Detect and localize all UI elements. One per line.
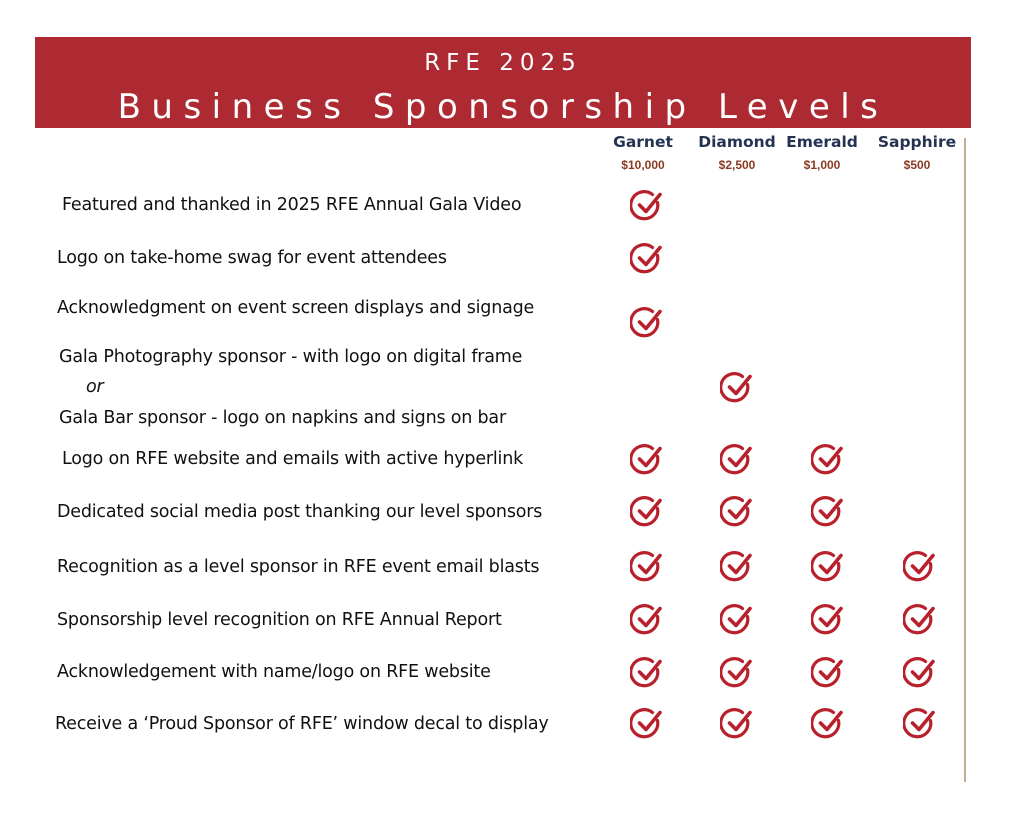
check-circle-icon: [630, 306, 664, 340]
check-circle-icon: [903, 707, 937, 741]
level-name: Garnet: [613, 133, 673, 151]
check-circle-icon: [630, 242, 664, 276]
benefit-label: Acknowledgment on event screen displays and signage: [57, 298, 535, 318]
check-circle-icon: [630, 707, 664, 741]
level-name: Sapphire: [877, 133, 957, 151]
check-circle-icon: [720, 707, 754, 741]
check-circle-icon: [720, 603, 754, 637]
check-circle-icon: [811, 603, 845, 637]
benefit-or: or: [86, 377, 104, 397]
check-circle-icon: [630, 495, 664, 529]
check-circle-icon: [811, 656, 845, 690]
benefit-label: Logo on RFE website and emails with active hyperlink: [62, 449, 524, 469]
level-price: $500: [903, 158, 931, 172]
level-sapphire: [867, 133, 967, 172]
check-circle-icon: [811, 495, 845, 529]
benefit-label-alt: Gala Bar sponsor - logo on napkins and signs on bar: [59, 408, 506, 428]
level-name: Emerald: [786, 133, 858, 151]
check-circle-icon: [720, 495, 754, 529]
check-circle-icon: [720, 550, 754, 584]
check-circle-icon: [720, 656, 754, 690]
level-name: Diamond: [698, 133, 776, 151]
header-title: Business Sponsorship Levels: [117, 87, 889, 127]
level-price: $10,000: [621, 158, 665, 172]
check-circle-icon: [903, 550, 937, 584]
benefit-label: Recognition as a level sponsor in RFE event email blasts: [57, 557, 540, 577]
check-circle-icon: [630, 443, 664, 477]
benefit-label: Dedicated social media post thanking our level sponsors: [57, 502, 543, 522]
check-circle-icon: [811, 707, 845, 741]
benefit-label: Featured and thanked in 2025 RFE Annual Gala Video: [62, 195, 522, 215]
check-circle-icon: [630, 189, 664, 223]
right-divider: [964, 138, 966, 782]
header-banner: [35, 37, 971, 128]
level-garnet: [593, 133, 693, 172]
level-price: $2,500: [718, 158, 756, 172]
benefit-label: Sponsorship level recognition on RFE Annual Report: [57, 610, 502, 630]
check-circle-icon: [811, 443, 845, 477]
header-subtitle: RFE 2025: [424, 50, 582, 76]
benefit-label: Gala Photography sponsor - with logo on digital frame: [59, 347, 523, 367]
check-circle-icon: [903, 656, 937, 690]
benefit-label: Acknowledgement with name/logo on RFE website: [57, 662, 491, 682]
check-circle-icon: [903, 603, 937, 637]
check-circle-icon: [630, 550, 664, 584]
check-circle-icon: [630, 603, 664, 637]
check-circle-icon: [720, 371, 754, 405]
check-circle-icon: [720, 443, 754, 477]
level-price: $1,000: [803, 158, 841, 172]
benefit-label: Logo on take-home swag for event attendees: [57, 248, 447, 268]
check-circle-icon: [811, 550, 845, 584]
benefit-label: Receive a ‘Proud Sponsor of RFE’ window decal to display: [55, 714, 549, 734]
check-circle-icon: [630, 656, 664, 690]
level-emerald: [772, 133, 872, 172]
